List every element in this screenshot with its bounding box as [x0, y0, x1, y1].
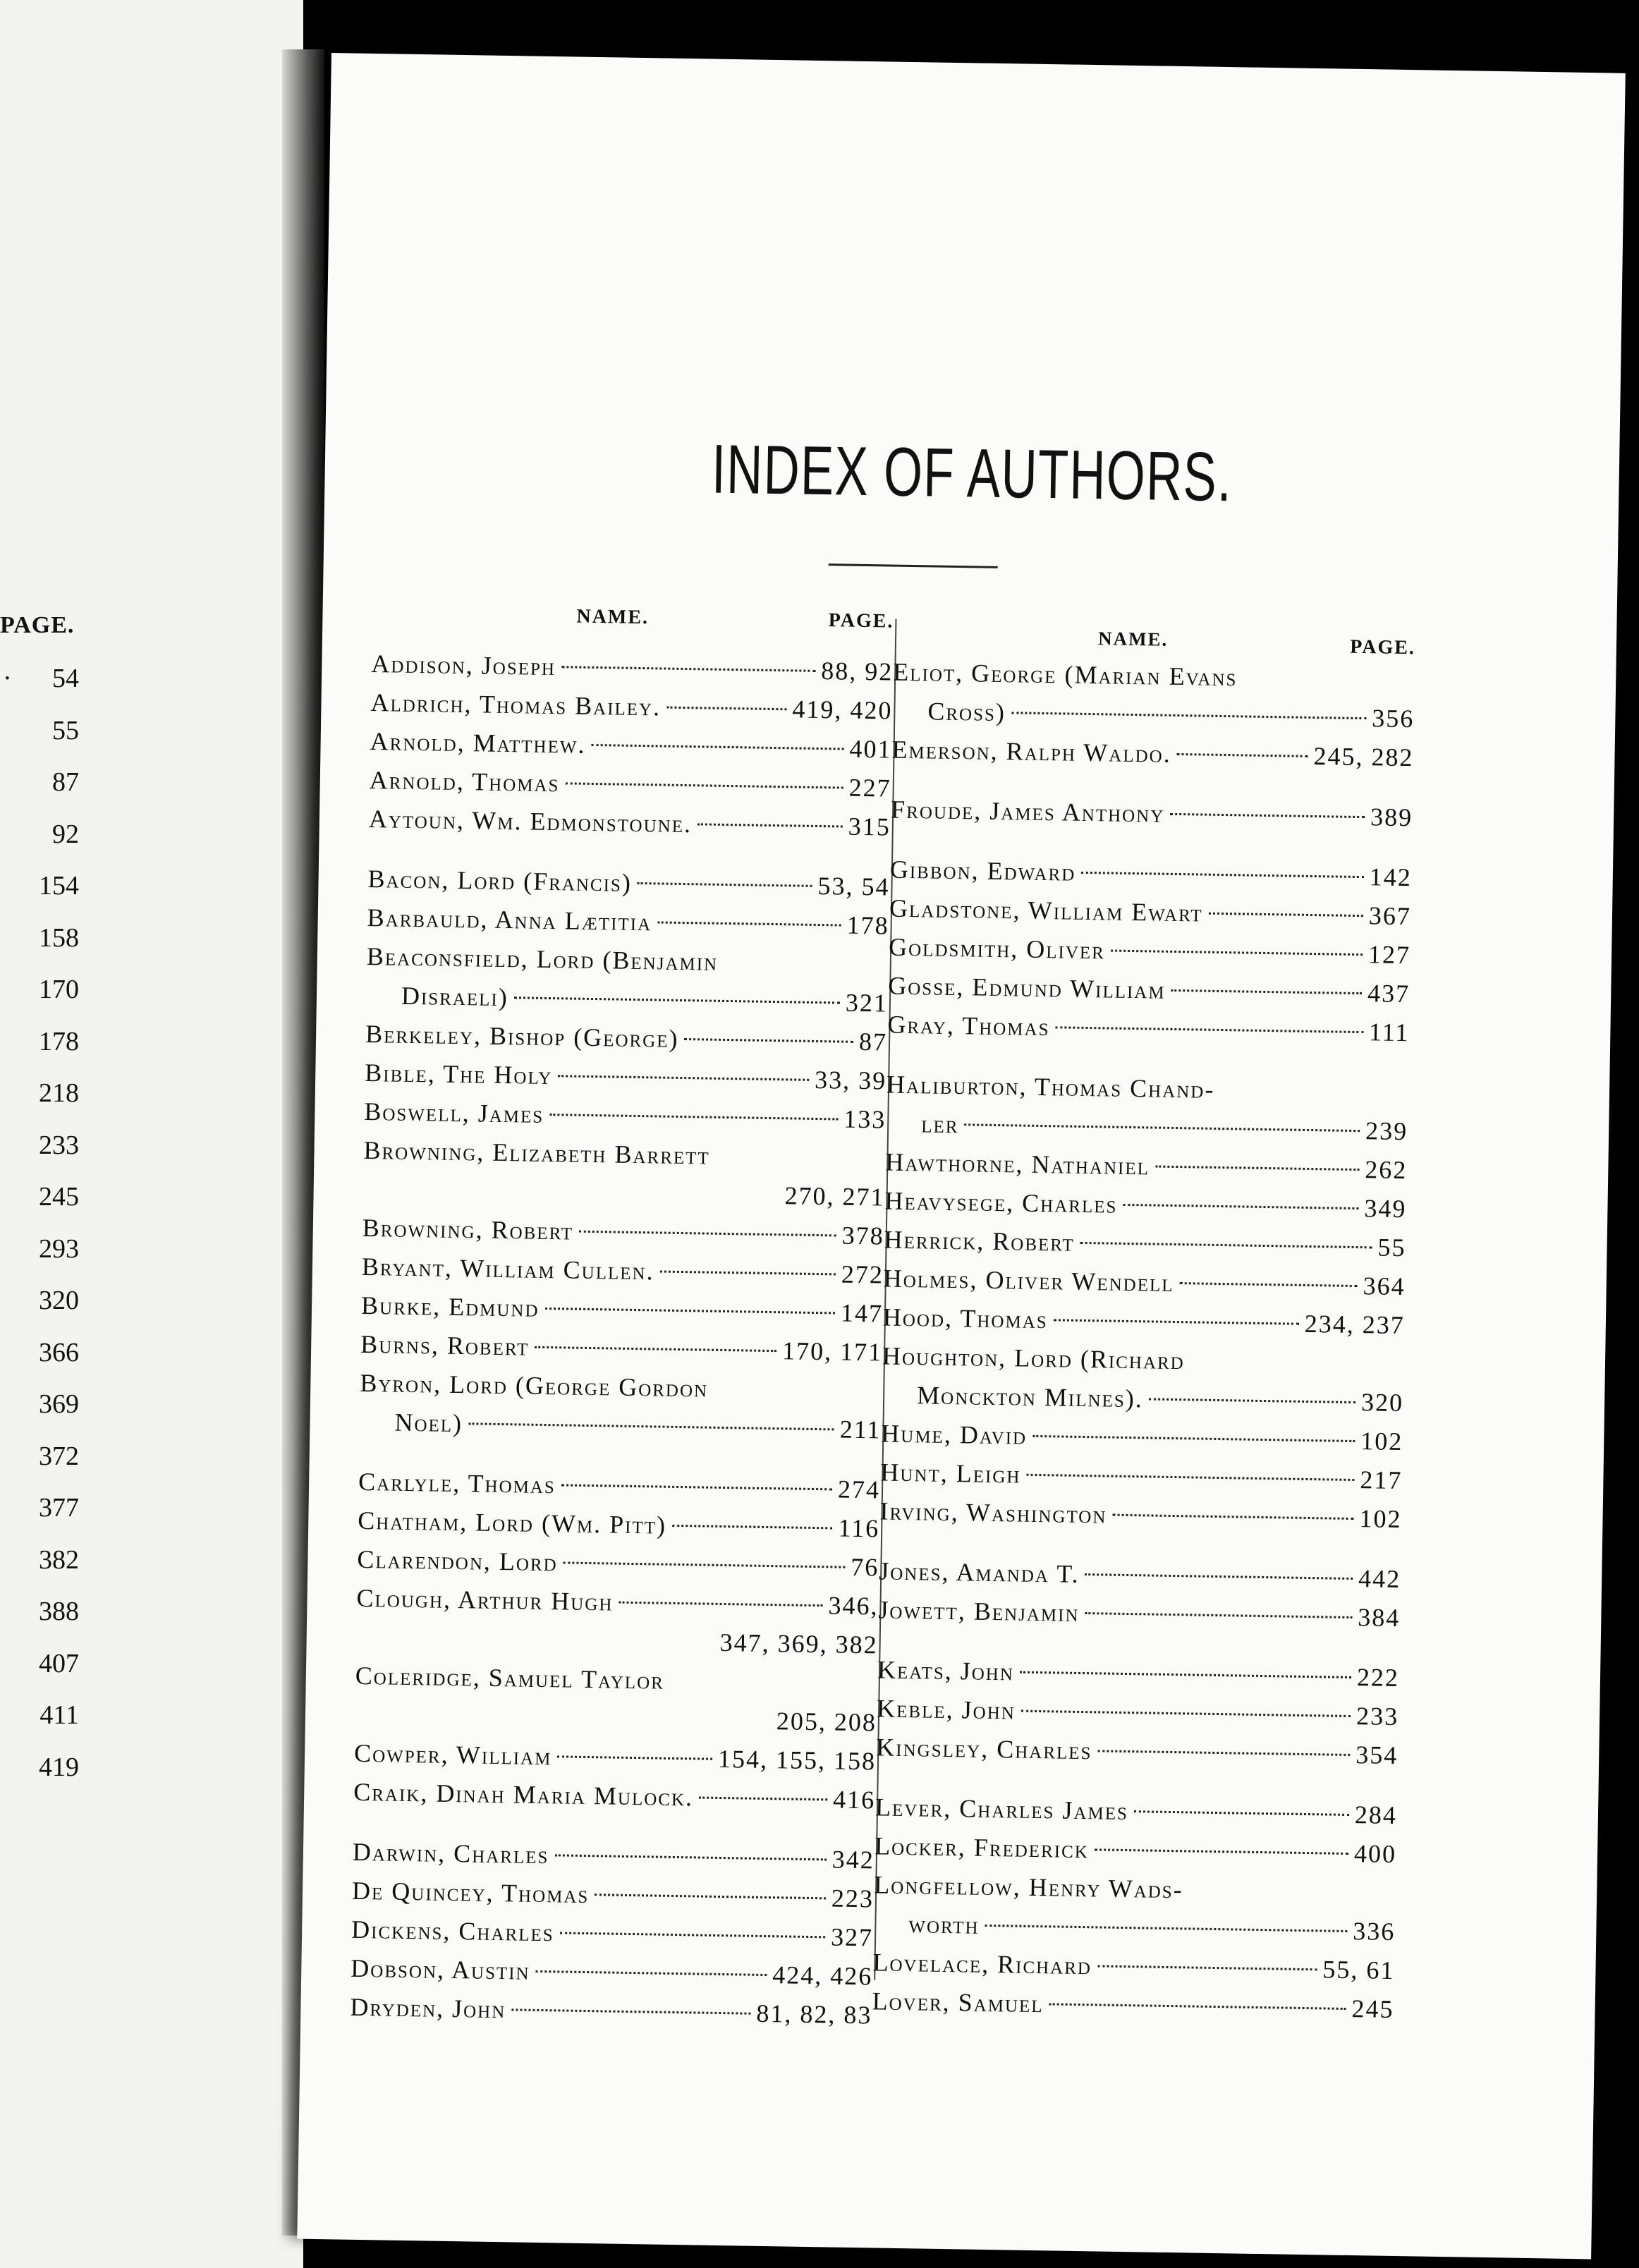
right-entries — [872, 653, 1415, 2029]
author-name: Browning, Robert — [362, 1213, 574, 1245]
author-name: Aldrich, Thomas Bailey. — [370, 688, 662, 721]
page-numbers: 342 — [831, 1845, 875, 1874]
index-entry — [878, 1590, 1401, 1638]
author-name-continued: Cross) — [927, 697, 1006, 727]
dot-leader — [561, 1484, 832, 1490]
page-numbers: 327 — [830, 1922, 874, 1952]
author-name: Emerson, Ralph Waldo. — [891, 735, 1172, 768]
author-name-continued: Monckton Milnes). — [916, 1381, 1144, 1413]
page-title: INDEX OF AUTHORS. — [711, 429, 1233, 516]
right-column — [872, 611, 1415, 2029]
page-numbers: 424, 426 — [772, 1961, 873, 1991]
dot-leader — [1080, 1242, 1372, 1249]
index-entry — [369, 800, 891, 847]
entry-line — [350, 1988, 872, 2035]
author-name-continued: Noel) — [394, 1408, 463, 1438]
dot-leader — [1177, 753, 1308, 757]
page-numbers: 234, 237 — [1304, 1309, 1406, 1340]
dot-leader — [619, 1602, 822, 1607]
page-numbers: 367 — [1368, 901, 1412, 931]
index-page — [297, 53, 1625, 2259]
left-page-number: 293 — [39, 1233, 79, 1264]
page-numbers: 81, 82, 83 — [756, 1999, 872, 2030]
dot-leader — [1056, 1026, 1364, 1033]
page-numbers: 55, 61 — [1322, 1955, 1395, 1985]
page-numbers: 245, 282 — [1313, 741, 1414, 772]
page-numbers: 346, — [828, 1591, 879, 1621]
author-name: Froude, James Anthony — [890, 795, 1165, 828]
page-numbers: 320 — [1360, 1388, 1404, 1418]
index-entry — [355, 1579, 879, 1665]
page-numbers: 211 — [839, 1415, 882, 1444]
author-name: Chatham, Lord (Wm. Pitt) — [358, 1506, 667, 1540]
name-header: NAME. — [1097, 628, 1169, 650]
dot-leader — [1123, 1204, 1358, 1209]
left-page-number: 154 — [39, 871, 79, 901]
entry-line — [891, 731, 1414, 778]
page-numbers: 321 — [845, 988, 889, 1018]
left-page-number: 382 — [39, 1544, 79, 1575]
page-numbers: 272 — [841, 1260, 884, 1289]
page-numbers: 262 — [1364, 1155, 1408, 1185]
page-numbers-continued: 347, 369, 382 — [719, 1628, 878, 1659]
page-numbers: 142 — [1369, 862, 1413, 892]
index-entry — [879, 1492, 1402, 1539]
entry-line — [872, 1982, 1394, 2029]
author-name: Dickens, Charles — [351, 1915, 555, 1947]
page-numbers: 217 — [1360, 1465, 1403, 1495]
dot-leader — [536, 1970, 767, 1976]
author-name: Keble, John — [876, 1694, 1016, 1725]
index-entry — [353, 1773, 876, 1820]
entry-line — [886, 1066, 1409, 1113]
dot-leader — [591, 744, 843, 750]
author-name: Bible, The Holy — [364, 1058, 553, 1090]
page-numbers: 133 — [843, 1104, 886, 1134]
dot-leader — [1209, 913, 1363, 917]
page-numbers: 239 — [1365, 1116, 1408, 1146]
page-numbers: 111 — [1368, 1018, 1410, 1047]
dot-leader — [638, 882, 812, 887]
author-name: Clough, Arthur Hugh — [356, 1583, 614, 1616]
author-name-continued: worth — [908, 1910, 980, 1939]
entry-line — [891, 791, 1413, 838]
page-numbers: 384 — [1358, 1603, 1401, 1633]
author-name: Hawthorne, Nathaniel — [885, 1147, 1150, 1181]
dot-leader — [1085, 1573, 1353, 1580]
author-name: Jones, Amanda T. — [878, 1556, 1080, 1588]
author-name: Irving, Washington — [879, 1496, 1107, 1529]
page-numbers: 53, 54 — [817, 871, 890, 901]
entry-line — [369, 800, 891, 847]
author-name-continued: Disraeli) — [401, 981, 509, 1012]
author-name: Goldsmith, Oliver — [888, 932, 1106, 965]
page-numbers: 127 — [1367, 940, 1411, 970]
author-name: Eliot, George (Marian Evans — [892, 657, 1238, 692]
page-numbers: 356 — [1372, 704, 1415, 733]
index-entry — [359, 1364, 882, 1450]
author-name: Arnold, Matthew. — [370, 726, 586, 759]
left-page-number: 369 — [39, 1389, 79, 1419]
dot-leader — [1097, 1750, 1350, 1756]
dot-leader — [545, 1307, 835, 1314]
author-name: Darwin, Charles — [352, 1837, 549, 1870]
author-name: Dryden, John — [350, 1992, 506, 2024]
left-column — [350, 602, 894, 2035]
author-name: Addison, Joseph — [371, 649, 556, 681]
page-numbers: 178 — [846, 910, 889, 940]
dot-leader — [535, 1346, 776, 1352]
left-page-number: 411 — [39, 1700, 79, 1730]
dot-leader — [1011, 712, 1366, 719]
author-name: Byron, Lord (George Gordon — [360, 1368, 709, 1403]
dot-leader — [1112, 1514, 1353, 1520]
author-name: Cowper, William — [353, 1738, 552, 1771]
dot-leader — [1049, 2003, 1346, 2010]
author-name: Boswell, James — [364, 1097, 544, 1128]
left-page-number: 377 — [39, 1493, 79, 1523]
index-entry — [355, 1657, 878, 1743]
index-entry — [872, 1982, 1394, 2029]
author-name: Arnold, Thomas — [369, 765, 560, 798]
dot-leader — [557, 1755, 712, 1760]
page-numbers: 274 — [837, 1475, 881, 1504]
page-numbers: 76 — [851, 1552, 879, 1582]
page-numbers: 222 — [1356, 1663, 1400, 1693]
dot-leader — [657, 921, 841, 926]
index-entry — [366, 937, 889, 1023]
dot-leader — [511, 2008, 750, 2014]
index-entry — [892, 653, 1415, 739]
dot-leader — [1111, 950, 1363, 956]
author-name: Holmes, Oliver Wendell — [883, 1264, 1174, 1297]
dot-leader — [549, 1114, 838, 1120]
page-numbers: 400 — [1353, 1839, 1397, 1869]
entry-line — [878, 1590, 1401, 1638]
author-name: Bryant, William Cullen. — [361, 1252, 654, 1286]
dot-leader — [1020, 1671, 1351, 1678]
page-numbers: 223 — [831, 1884, 875, 1913]
entry-line — [359, 1403, 882, 1450]
left-page-number-list — [0, 663, 79, 1803]
dot-leader — [1149, 1398, 1355, 1403]
title-rule — [829, 563, 998, 568]
dot-leader — [595, 1894, 826, 1899]
author-name: Gibbon, Edward — [889, 855, 1076, 886]
author-name: Lovelace, Richard — [872, 1948, 1092, 1980]
dot-leader — [660, 1271, 836, 1276]
author-name: Lever, Charles James — [875, 1793, 1129, 1826]
dot-leader — [1134, 1810, 1349, 1816]
left-page-number: 233 — [39, 1130, 79, 1160]
author-name: Craik, Dinah Maria Mulock. — [353, 1777, 694, 1812]
author-name: Burns, Robert — [360, 1329, 530, 1361]
left-page-number: 407 — [39, 1648, 79, 1678]
page-header: PAGE. — [1350, 635, 1416, 659]
page-numbers: 245 — [1351, 1994, 1394, 2024]
page-numbers: 116 — [838, 1513, 880, 1543]
author-name: Gosse, Edmund William — [888, 971, 1166, 1004]
author-name: Hume, David — [881, 1419, 1028, 1450]
left-page-number: 388 — [39, 1597, 79, 1626]
dot-leader — [1054, 1319, 1299, 1324]
author-name: Longfellow, Henry Wads- — [873, 1870, 1184, 1904]
author-name: Lover, Samuel — [872, 1987, 1044, 2018]
dot-leader — [560, 1932, 825, 1938]
entry-line — [887, 1006, 1410, 1053]
author-name-continued: ler — [920, 1109, 959, 1139]
page-numbers: 364 — [1363, 1272, 1406, 1301]
dot-leader — [1027, 1474, 1355, 1481]
page-numbers: 233 — [1355, 1702, 1399, 1731]
dot-leader — [1171, 989, 1363, 994]
page-numbers: 33, 39 — [814, 1065, 887, 1095]
dot-leader — [1021, 1710, 1351, 1717]
page-numbers: 102 — [1360, 1427, 1403, 1456]
left-page-number: 372 — [39, 1441, 79, 1471]
index-entry — [873, 1865, 1396, 1951]
dot-leader — [554, 1854, 826, 1860]
page-numbers: 437 — [1367, 979, 1410, 1008]
left-page-number: 218 — [39, 1078, 79, 1108]
author-name: Barbauld, Anna Lætitia — [367, 903, 652, 937]
page-numbers: 270, 271 — [784, 1181, 885, 1212]
author-name: Dobson, Austin — [351, 1953, 530, 1985]
page-numbers: 401 — [849, 734, 892, 764]
author-name: Gladstone, William Ewart — [889, 894, 1203, 927]
index-entry — [887, 1006, 1410, 1053]
author-name: Beaconsfield, Lord (Benjamin — [366, 941, 719, 976]
author-name: Jowett, Benjamin — [878, 1595, 1080, 1627]
author-name: Heavysege, Charles — [884, 1186, 1118, 1219]
name-header: NAME. — [576, 605, 650, 629]
author-name: Houghton, Lord (Richard — [882, 1341, 1186, 1375]
page-numbers: 227 — [848, 773, 892, 803]
page-numbers: 315 — [848, 812, 891, 841]
dot-leader — [699, 1796, 827, 1800]
entry-line — [363, 1131, 886, 1178]
left-page-number: 87 — [52, 767, 79, 797]
dot-leader — [563, 1561, 846, 1568]
left-page-header: PAGE. — [0, 612, 75, 638]
dot-leader — [579, 1231, 836, 1237]
dot-leader — [558, 1075, 809, 1081]
author-name: Burke, Edmund — [360, 1291, 540, 1322]
author-name: De Quincey, Thomas — [351, 1876, 590, 1909]
author-name: Coleridge, Samuel Taylor — [355, 1661, 665, 1695]
page-numbers: 416 — [832, 1785, 876, 1815]
left-page-number: 320 — [39, 1286, 79, 1315]
left-page-number: 245 — [39, 1182, 79, 1212]
index-entry — [350, 1988, 872, 2035]
left-page-number: 170 — [39, 975, 79, 1004]
author-name: Bacon, Lord (Francis) — [367, 864, 633, 897]
entry-line — [876, 1728, 1399, 1775]
entry-line — [356, 1579, 879, 1626]
entry-line — [353, 1773, 876, 1820]
author-name: Herrick, Robert — [884, 1225, 1076, 1257]
dot-leader — [514, 996, 840, 1004]
index-entry — [886, 1066, 1409, 1152]
author-name: Gray, Thomas — [887, 1010, 1050, 1042]
left-entries — [350, 645, 894, 2035]
author-name: Aytoun, Wm. Edmonstoune. — [368, 804, 693, 839]
author-name: Hunt, Leigh — [880, 1458, 1021, 1489]
index-entry — [891, 791, 1413, 838]
dot-leader — [468, 1422, 834, 1430]
dot-leader — [672, 1525, 833, 1530]
dot-leader — [565, 782, 843, 788]
dot-leader — [1097, 1965, 1317, 1970]
page-numbers: 205, 208 — [776, 1707, 877, 1737]
page-header: PAGE. — [828, 609, 894, 633]
left-page-number: 55 — [52, 715, 79, 745]
page-numbers: 87 — [858, 1027, 888, 1056]
dot-leader — [685, 1038, 854, 1043]
left-page-number: 178 — [39, 1026, 79, 1056]
page-numbers: 419, 420 — [792, 695, 893, 725]
dot-leader — [964, 1123, 1360, 1132]
page-numbers: 284 — [1354, 1800, 1398, 1830]
entry-line — [879, 1492, 1402, 1539]
dot-leader — [985, 1925, 1348, 1932]
author-name: Locker, Frederick — [874, 1831, 1090, 1864]
left-page-number: 158 — [39, 922, 79, 953]
dot-leader — [1032, 1435, 1355, 1442]
dot-leader — [1081, 872, 1364, 878]
dot-leader — [561, 666, 815, 672]
page-numbers: 354 — [1355, 1740, 1399, 1770]
index-entry — [891, 731, 1414, 778]
left-page-number: 366 — [39, 1337, 79, 1367]
index-entry — [876, 1728, 1399, 1775]
page-numbers: 154, 155, 158 — [717, 1744, 877, 1776]
dot-leader — [1095, 1848, 1348, 1855]
dot-leader — [666, 707, 786, 711]
dot-leader — [1180, 1282, 1358, 1287]
dot-leader — [1085, 1612, 1353, 1618]
previous-page-fragment — [0, 0, 303, 2268]
page-numbers: 55 — [1377, 1233, 1406, 1262]
page-numbers: 378 — [841, 1221, 885, 1250]
author-name: Browning, Elizabeth Barrett — [363, 1135, 711, 1170]
page-numbers: 349 — [1364, 1194, 1407, 1224]
left-page-number: 92 — [52, 819, 79, 849]
page-numbers: 147 — [840, 1298, 884, 1328]
page-numbers: 170, 171 — [781, 1336, 883, 1367]
dot-leader — [1170, 813, 1365, 818]
dot-leader — [1155, 1166, 1359, 1171]
left-page-number: 419 — [39, 1752, 79, 1782]
author-name: Clarendon, Lord — [357, 1544, 559, 1577]
index-entry — [882, 1336, 1405, 1422]
page-numbers: 389 — [1370, 803, 1413, 832]
left-page-number: · 54 — [0, 663, 79, 715]
author-name: Hood, Thomas — [882, 1303, 1049, 1334]
author-name: Carlyle, Thomas — [358, 1467, 556, 1499]
author-name: Berkeley, Bishop (George) — [365, 1019, 679, 1053]
author-name: Keats, John — [877, 1655, 1015, 1686]
page-numbers: 442 — [1358, 1564, 1401, 1594]
page-numbers: 88, 92 — [821, 657, 894, 686]
dot-leader — [697, 823, 843, 827]
index-entry — [362, 1131, 886, 1217]
entry-line — [355, 1657, 877, 1704]
author-name: Kingsley, Charles — [876, 1733, 1092, 1765]
page-numbers: 102 — [1359, 1504, 1402, 1534]
author-name: Haliburton, Thomas Chand- — [886, 1070, 1215, 1104]
page-numbers: 336 — [1353, 1917, 1396, 1946]
